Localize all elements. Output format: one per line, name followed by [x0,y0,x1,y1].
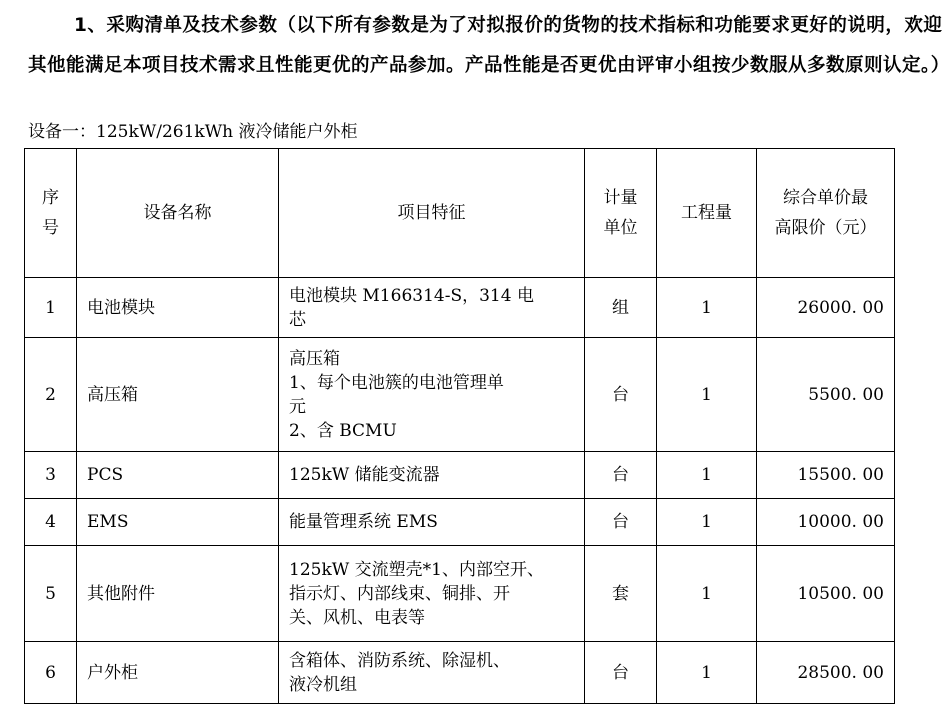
cell-unit: 套 [585,546,657,642]
cell-index: 4 [25,499,77,546]
cell-quantity: 1 [657,642,757,704]
header-index [25,149,77,278]
feature-line: 高压箱 [289,348,340,369]
header-index-line: 号 [42,218,59,238]
feature-line: 液冷机组 [289,674,357,695]
cell-unit: 台 [585,499,657,546]
cell-quantity: 1 [657,546,757,642]
header-features: 项目特征 [279,149,585,278]
cell-features [279,338,585,452]
cell-features [279,642,585,704]
header-unit-line: 单位 [603,218,638,238]
table-row [25,642,895,704]
cell-index: 2 [25,338,77,452]
cell-name: 电池模块 [77,278,279,338]
cell-price: 28500. 00 [757,642,895,704]
cell-index: 1 [25,278,77,338]
cell-price: 15500. 00 [757,452,895,499]
intro-paragraph: 1、采购清单及技术参数（以下所有参数是为了对拟报价的货物的技术指标和功能要求更好的说明，欢迎其他能满足本项目技术需求且性能更优的产品参加。产品性能是否更优由评审小组按少数服从多数原则认定。） [28,15,950,76]
feature-line: 能量管理系统 EMS [289,512,438,532]
cell-index: 6 [25,642,77,704]
table-row [25,278,895,338]
feature-line: 125kW 储能变流器 [289,465,440,485]
table-row [25,499,895,546]
cell-index: 5 [25,546,77,642]
cell-name: 高压箱 [77,338,279,452]
cell-name: PCS [77,452,279,499]
table-row [25,338,895,452]
header-index-line: 序 [42,188,59,208]
cell-name: 其他附件 [77,546,279,642]
cell-features [279,546,585,642]
cell-features [279,278,585,338]
header-unit [585,149,657,278]
feature-line: 含箱体、消防系统、除湿机、 [289,650,510,671]
header-price-line: 高限价（元） [774,218,877,238]
feature-line: 芯 [289,309,306,330]
feature-line: 125kW 交流塑壳*1、内部空开、 [289,559,544,580]
cell-index: 3 [25,452,77,499]
equipment-caption: 设备一：125kW/261kWh 液冷储能户外柜 [28,122,358,142]
table-header-row [25,149,895,278]
table-row [25,452,895,499]
header-price-line: 综合单价最 [783,188,868,208]
header-price [757,149,895,278]
table-row [25,546,895,642]
cell-price: 5500. 00 [757,338,895,452]
cell-name: 户外柜 [77,642,279,704]
feature-line: 指示灯、内部线束、铜排、开 [289,583,510,604]
cell-name: EMS [77,499,279,546]
feature-line: 元 [289,396,306,417]
cell-price: 10500. 00 [757,546,895,642]
cell-quantity: 1 [657,338,757,452]
feature-line: 2、含 BCMU [289,420,397,441]
header-quantity: 工程量 [657,149,757,278]
cell-unit: 台 [585,642,657,704]
header-unit-line: 计量 [603,188,638,208]
cell-price: 26000. 00 [757,278,895,338]
cell-quantity: 1 [657,278,757,338]
cell-features [279,499,585,546]
header-name: 设备名称 [77,149,279,278]
procurement-table [24,148,895,704]
cell-quantity: 1 [657,452,757,499]
cell-quantity: 1 [657,499,757,546]
cell-unit: 台 [585,452,657,499]
feature-line: 电池模块 M166314-S，314 电 [289,285,534,306]
cell-features [279,452,585,499]
cell-unit: 台 [585,338,657,452]
cell-unit: 组 [585,278,657,338]
cell-price: 10000. 00 [757,499,895,546]
feature-line: 关、风机、电表等 [289,607,425,628]
feature-line: 1、每个电池簇的电池管理单 [289,372,504,393]
